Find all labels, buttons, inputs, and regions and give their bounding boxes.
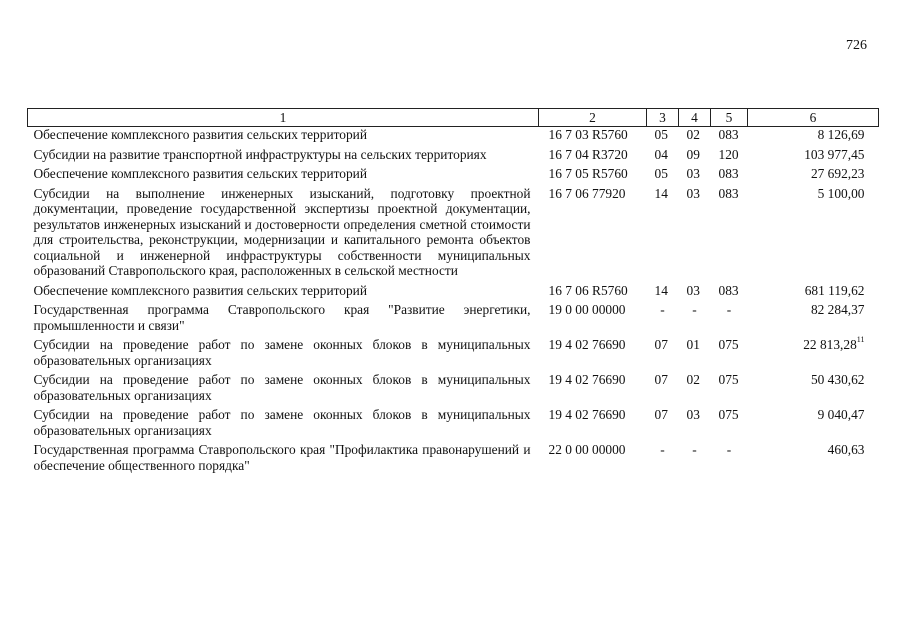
row-amount xyxy=(748,372,879,407)
row-subsection xyxy=(679,372,711,407)
row-name-text: Обеспечение комплексного развития сельских территорий xyxy=(33,282,368,298)
row-amount-text: 5 100,00 xyxy=(817,185,865,201)
row-name xyxy=(28,147,539,167)
row-name-text: Государственная программа Ставропольского края "Профилактика правонарушений и обеспечение общественного порядка" xyxy=(33,442,531,473)
row-expense-type-text: 075 xyxy=(718,372,739,387)
row-amount xyxy=(748,442,879,477)
row-expense-type xyxy=(711,283,748,303)
row-name xyxy=(28,127,539,147)
row-code-text: 16 7 06 R5760 xyxy=(548,282,628,298)
table-row xyxy=(28,372,879,407)
table-row xyxy=(28,442,879,477)
row-name-text: Субсидии на развитие транспортной инфраструктуры на сельских территориях xyxy=(33,146,487,162)
row-amount xyxy=(748,334,879,372)
row-amount-text: 22 813,28 xyxy=(803,337,857,352)
row-expense-type-text: - xyxy=(726,302,732,317)
row-amount-text: 681 119,62 xyxy=(804,282,865,298)
row-subsection xyxy=(679,442,711,477)
row-code xyxy=(539,166,647,186)
row-section-text: 14 xyxy=(654,282,668,298)
row-expense-type xyxy=(711,186,748,283)
row-expense-type-text: - xyxy=(726,442,732,457)
row-code xyxy=(539,147,647,167)
row-name-text: Обеспечение комплексного развития сельских территорий xyxy=(33,127,368,142)
header-col-4: 4 xyxy=(679,109,711,127)
row-name-text: Субсидии на проведение работ по замене оконных блоков в муниципальных образовательных организациях xyxy=(33,407,531,438)
table-row xyxy=(28,127,879,147)
row-section xyxy=(647,407,679,442)
row-code-text: 19 4 02 76690 xyxy=(548,407,626,422)
table-row xyxy=(28,147,879,167)
row-expense-type-text: 120 xyxy=(718,146,739,162)
row-code-text: 19 4 02 76690 xyxy=(548,372,626,387)
row-expense-type xyxy=(711,147,748,167)
row-amount-text: 27 692,23 xyxy=(810,166,865,181)
page-number: 726 xyxy=(846,38,867,53)
row-section xyxy=(647,283,679,303)
row-subsection xyxy=(679,127,711,147)
row-expense-type xyxy=(711,407,748,442)
row-section-text: - xyxy=(660,442,665,457)
row-name xyxy=(28,166,539,186)
row-name xyxy=(28,302,539,337)
row-section xyxy=(647,186,679,283)
table-row xyxy=(28,302,879,337)
row-name-text: Субсидии на проведение работ по замене оконных блоков в муниципальных образовательных организациях xyxy=(33,337,531,368)
row-code xyxy=(539,302,647,337)
row-code-text: 16 7 06 77920 xyxy=(548,185,626,201)
row-subsection-text: 02 xyxy=(686,372,700,387)
row-name xyxy=(28,283,539,303)
row-amount-text: 82 284,37 xyxy=(810,302,865,317)
row-amount xyxy=(748,283,879,303)
row-section xyxy=(647,337,679,372)
row-amount-text: 9 040,47 xyxy=(817,407,865,422)
row-code-text: 16 7 03 R5760 xyxy=(548,127,628,142)
row-code xyxy=(539,283,647,303)
footnote-marker: 11 xyxy=(856,334,865,344)
row-expense-type xyxy=(711,337,748,372)
row-name-text: Субсидии на выполнение инженерных изысканий, подготовку проектной документации, проведение государственной экспертизы проектной документации, результатов инженерных изысканий и достоверности определения сметной стоимости для строительства, реконструкции, модернизации и капитального ремонта объектов социальной и инженерной инфраструктуры собственности муниципальных образований Ставропольского края, расположенных в сельской местности xyxy=(33,185,531,278)
row-name-text: Обеспечение комплексного развития сельских территорий xyxy=(33,166,368,181)
row-expense-type xyxy=(711,166,748,186)
row-subsection xyxy=(679,283,711,303)
row-amount-text: 50 430,62 xyxy=(810,372,865,387)
row-subsection-text: 03 xyxy=(686,407,700,422)
row-expense-type-text: 083 xyxy=(718,282,739,298)
row-amount-text: 460,63 xyxy=(827,442,865,457)
row-section-text: 14 xyxy=(654,185,668,201)
row-amount xyxy=(748,407,879,442)
row-amount xyxy=(748,166,879,186)
row-expense-type-text: 075 xyxy=(718,337,739,352)
row-section xyxy=(647,302,679,337)
row-expense-type-text: 083 xyxy=(718,185,739,201)
row-section-text: 07 xyxy=(654,407,668,422)
header-col-5: 5 xyxy=(711,109,748,127)
row-section-text: 07 xyxy=(654,337,668,352)
row-amount-text: 8 126,69 xyxy=(817,127,865,142)
row-subsection-text: 02 xyxy=(686,127,700,142)
row-expense-type-text: 083 xyxy=(718,127,739,142)
row-section-text: - xyxy=(660,302,665,317)
table-body xyxy=(28,127,879,478)
budget-table xyxy=(27,108,879,477)
row-section xyxy=(647,127,679,147)
row-section xyxy=(647,442,679,477)
row-subsection xyxy=(679,166,711,186)
row-amount-text: 103 977,45 xyxy=(804,146,865,162)
row-code xyxy=(539,186,647,283)
row-name xyxy=(28,442,539,477)
row-subsection-text: - xyxy=(692,302,697,317)
row-expense-type xyxy=(711,372,748,407)
row-code xyxy=(539,337,647,372)
row-section xyxy=(647,372,679,407)
row-name-text: Субсидии на проведение работ по замене оконных блоков в муниципальных образовательных организациях xyxy=(33,372,531,403)
row-expense-type-text: 075 xyxy=(718,407,739,422)
row-expense-type xyxy=(711,302,748,337)
row-expense-type xyxy=(711,442,748,477)
row-subsection-text: 03 xyxy=(686,282,700,298)
table-row xyxy=(28,407,879,442)
row-subsection xyxy=(679,186,711,283)
header-col-6: 6 xyxy=(748,109,879,127)
row-amount xyxy=(748,302,879,337)
row-expense-type xyxy=(711,127,748,147)
row-name xyxy=(28,372,539,407)
row-code-text: 19 0 00 00000 xyxy=(548,302,626,317)
row-code-text: 22 0 00 00000 xyxy=(548,442,626,457)
row-subsection-text: 01 xyxy=(686,337,700,352)
row-amount xyxy=(748,186,879,283)
row-subsection xyxy=(679,302,711,337)
row-section-text: 07 xyxy=(654,372,668,387)
row-section xyxy=(647,147,679,167)
row-code xyxy=(539,127,647,147)
table-row xyxy=(28,186,879,283)
row-code xyxy=(539,407,647,442)
row-subsection-text: 09 xyxy=(686,146,700,162)
table-row xyxy=(28,283,879,303)
header-col-3: 3 xyxy=(647,109,679,127)
row-code-text: 19 4 02 76690 xyxy=(548,337,626,352)
row-amount xyxy=(748,147,879,167)
row-name xyxy=(28,337,539,372)
row-code xyxy=(539,442,647,477)
row-subsection xyxy=(679,147,711,167)
header-row xyxy=(28,109,879,127)
header-col-2: 2 xyxy=(539,109,647,127)
row-code-text: 16 7 05 R5760 xyxy=(548,166,628,181)
row-section-text: 05 xyxy=(654,127,668,142)
table-row xyxy=(28,166,879,186)
row-subsection xyxy=(679,407,711,442)
row-name-text: Государственная программа Ставропольского края "Развитие энергетики, промышленности и связи" xyxy=(33,302,531,333)
row-expense-type-text: 083 xyxy=(718,166,739,181)
row-subsection-text: 03 xyxy=(686,166,700,181)
row-section-text: 05 xyxy=(654,166,668,181)
row-section xyxy=(647,166,679,186)
row-subsection-text: - xyxy=(692,442,697,457)
row-code xyxy=(539,372,647,407)
row-subsection-text: 03 xyxy=(686,185,700,201)
row-section-text: 04 xyxy=(654,146,668,162)
row-code-text: 16 7 04 R3720 xyxy=(548,146,628,162)
table-row xyxy=(28,337,879,372)
row-subsection xyxy=(679,337,711,372)
row-amount xyxy=(748,127,879,147)
row-name xyxy=(28,407,539,442)
header-col-1: 1 xyxy=(28,109,539,127)
table-header xyxy=(28,109,879,127)
row-name xyxy=(28,186,539,283)
